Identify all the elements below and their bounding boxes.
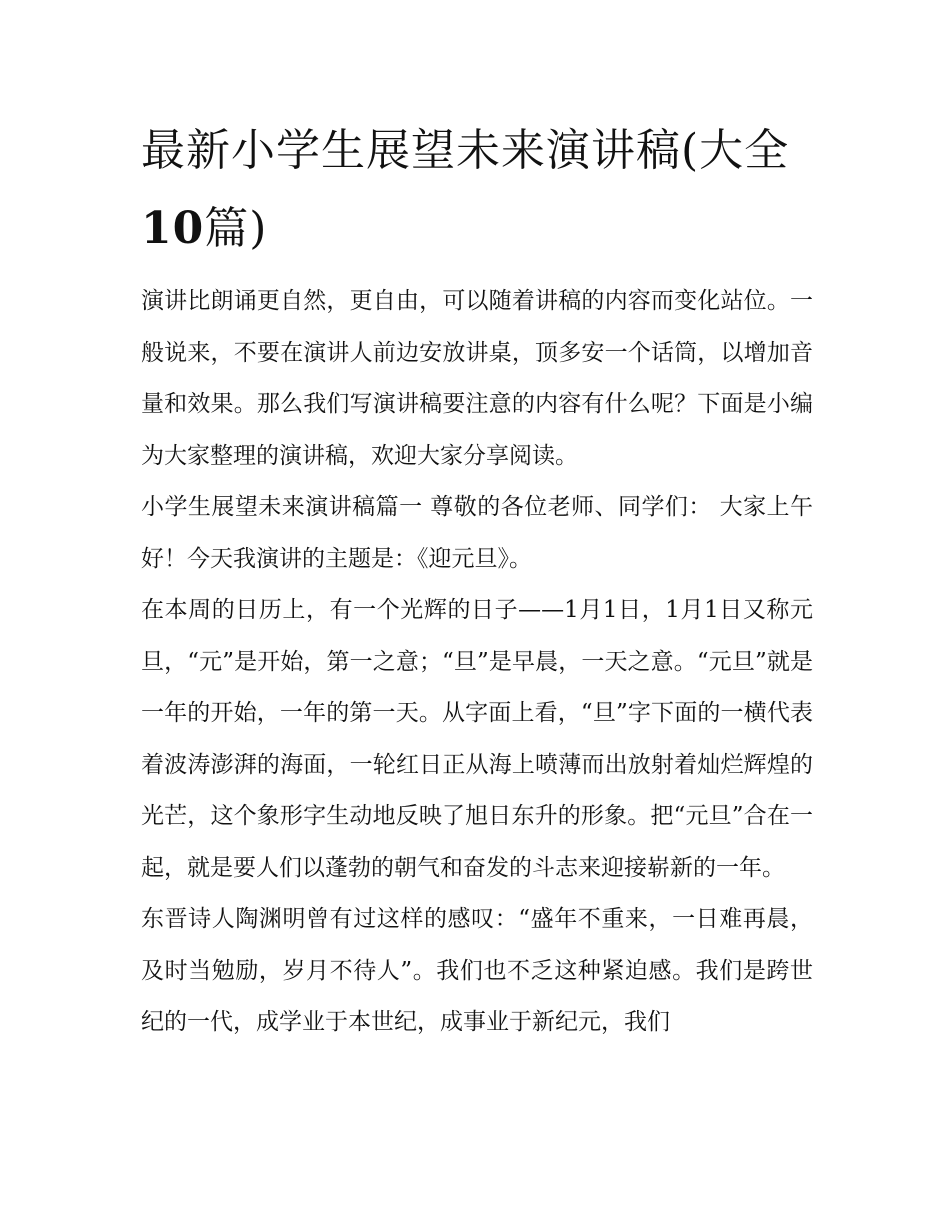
title-text-part2: 篇) [204, 203, 268, 254]
paragraph-poem: 东晋诗人陶渊明曾有过这样的感叹：“盛年不重来，一日难再晨，及时当勉励，岁月不待人”。我们也不乏这种紧迫感。我们是跨世纪的一代，成学业于本世纪，成事业于新纪元，我们 [141, 906, 813, 1035]
document-content [141, 112, 813, 1049]
title-text-part1: 最新小学生展望未来演讲稿(大全 [141, 125, 790, 176]
title-number: 10 [141, 203, 205, 254]
document-title [141, 112, 813, 268]
paragraph-new-year-meaning: 在本周的日历上，有一个光辉的日子——1月1日，1月1日又称元旦，“元”是开始，第一之意；“旦”是早晨，一天之意。“元旦”就是一年的开始，一年的第一天。从字面上看，“旦”字下面的一横代表着波涛澎湃的海面，一轮红日正从海上喷薄而出放射着灿烂辉煌的光芒，这个象形字生动地反映了旭日东升的形象。把“元旦”合在一起，就是要人们以蓬勃的朝气和奋发的斗志来迎接崭新的一年。 [141, 597, 813, 881]
paragraph-greeting: 小学生展望未来演讲稿篇一 尊敬的各位老师、同学们： 大家上午好！今天我演讲的主题是：《迎元旦》。 [141, 494, 813, 572]
paragraph-intro: 演讲比朗诵更自然，更自由，可以随着讲稿的内容而变化站位。一般说来，不要在演讲人前边安放讲桌，顶多安一个话筒，以增加音量和效果。那么我们写演讲稿要注意的内容有什么呢？下面是小编为大家整理的演讲稿，欢迎大家分享阅读。 [141, 288, 813, 469]
